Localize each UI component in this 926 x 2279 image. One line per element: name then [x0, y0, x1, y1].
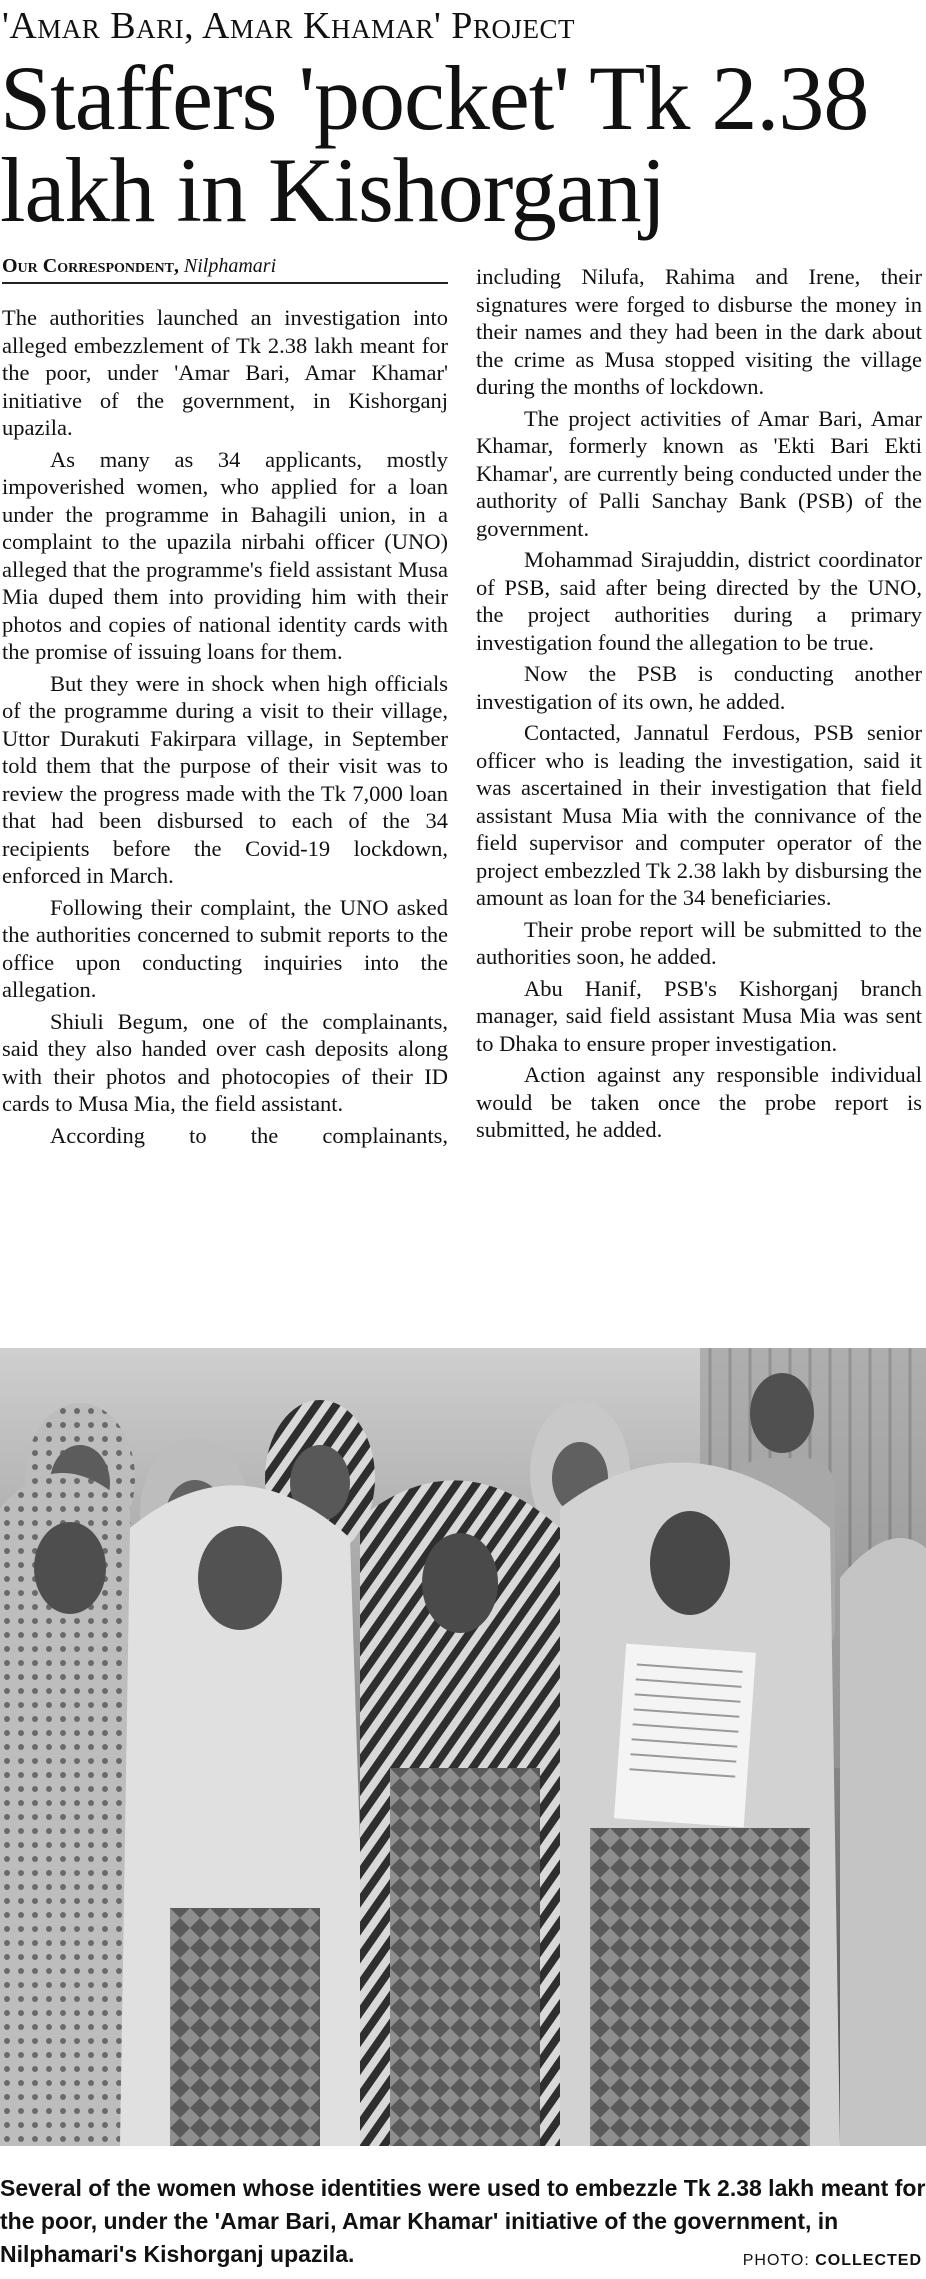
paragraph: Abu Hanif, PSB's Kishorganj branch manager, said field assistant Musa Mia was sent to Dhaka to ensure proper investigation. [476, 975, 922, 1056]
paragraph: As many as 34 applicants, mostly impoverished women, who applied for a loan under the programme in Bahagili union, in a complaint to the upazila nirbahi officer (UNO) alleged that the programme's field assistant Musa Mia duped them into providing him with their photos and copies of national identity cards with the promise of issuing loans for them. [2, 446, 448, 664]
article-column-left [2, 304, 448, 1153]
paragraph: Their probe report will be submitted to the authorities soon, he added. [476, 916, 922, 969]
credit-label: PHOTO: [742, 2252, 810, 2269]
paragraph: The authorities launched an investigation into alleged embezzlement of Tk 2.38 lakh meant for the poor, under 'Amar Bari, Amar Khamar' initiative of the government, in Kishorganj upazila. [2, 305, 448, 440]
paragraph: The project activities of Amar Bari, Amar Khamar, formerly known as 'Ekti Bari Ekti Khamar', are currently being conducted under the authority of Palli Sanchay Bank (PSB) of the government. [476, 405, 922, 541]
paragraph: Mohammad Sirajuddin, district coordinator of PSB, said after being directed by the UNO, the project authorities during a primary investigation found the allegation to be true. [476, 547, 922, 655]
headline-line-2: lakh in Kishorganj [0, 139, 666, 241]
kicker: 'Amar Bari, Amar Khamar' Project [2, 5, 575, 47]
paragraph: Following their complaint, the UNO asked the authorities concerned to submit reports to the office upon conducting inquiries into the allegation. [2, 894, 448, 1002]
paragraph: Shiuli Begum, one of the complainants, said they also handed over cash deposits along with their photos and photocopies of their ID cards to Musa Mia, the field assistant. [2, 1008, 448, 1116]
credit-source: COLLECTED [815, 2252, 922, 2269]
headline [0, 47, 926, 241]
byline-place: Nilphamari [183, 255, 277, 277]
news-photo [0, 1348, 926, 2146]
paragraph: But they were in shock when high officials of the programme during a visit to their village, Uttor Durakuti Fakirpara village, in September told them that the purpose of their visit was to review the progress made with the Tk 7,000 loan that had been disbursed to each of the 34 recipients before the Covid-19 lockdown, enforced in March. [2, 670, 448, 888]
photo-credit [743, 2252, 922, 2270]
byline [2, 252, 448, 284]
paragraph: Action against any responsible individual would be taken once the probe report is submitted, he added. [476, 1062, 922, 1142]
paragraph: Contacted, Jannatul Ferdous, PSB senior officer who is leading the investigation, said it was ascertained in their investigation that field assistant Musa Mia with the connivance of the field supervisor and computer operator of the project embezzled Tk 2.38 lakh by disbursing the amount as loan for the 34 beneficiaries. [476, 720, 922, 910]
paragraph: including Nilufa, Rahima and Irene, their signatures were forged to disburse the money in their names and they had been in the dark about the crime as Musa stopped visiting the village during the months of lockdown. [476, 264, 922, 399]
article-column-right [476, 263, 922, 1148]
paragraph: Now the PSB is conducting another investigation of its own, he added. [476, 661, 922, 714]
byline-name: Our Correspondent, [2, 255, 179, 277]
headline-line-1: Staffers 'pocket' Tk 2.38 [0, 47, 869, 149]
photo-illustration [0, 1348, 926, 2146]
caption-text: Several of the women whose identities were used to embezzle Tk 2.38 lakh meant for the poor, under the 'Amar Bari, Amar Khamar' initiative of the government, in Nilphamari's Kishorganj upazila. [0, 2175, 926, 2267]
paragraph: According to the complainants, [50, 1122, 448, 1148]
